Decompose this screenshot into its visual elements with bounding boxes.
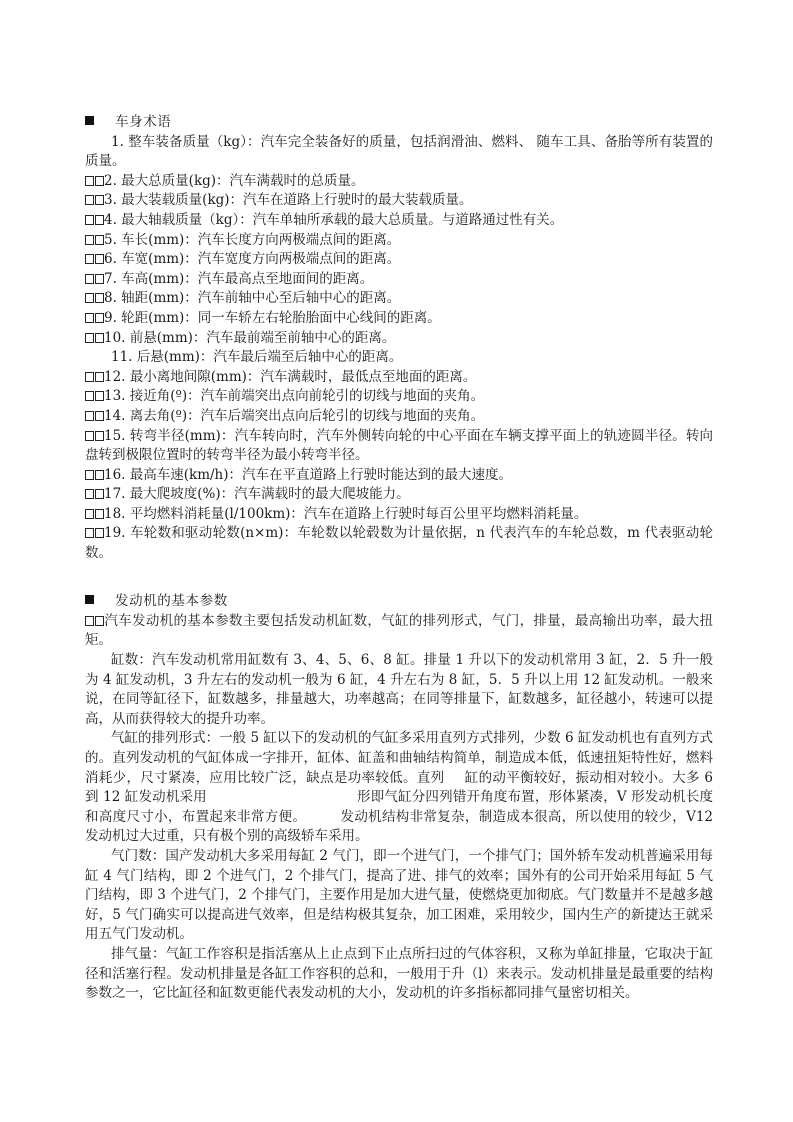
term-entry-text: 4. 最大轴载质量（kg）：汽车单轴所承载的最大总质量。与道路通过性有关。	[104, 211, 564, 228]
section-gap-small	[85, 583, 713, 592]
term-entry	[85, 309, 713, 329]
body-paragraph-text: 气缸的排列形式：一般 5 缸以下的发动机的气缸多采用直列方式排列，少数 6 缸发动机也有直列方式的。直列发动机的气缸体成一字排开，缸体、缸盖和曲轴结构简单，制造成本低，低速扭矩特性好，燃料消耗少，尺寸紧凑，应用比较广泛，缺点是功率较低。直列	[85, 730, 713, 786]
missing-glyph-box-icon	[95, 254, 104, 264]
missing-glyph-box-icon	[95, 411, 104, 421]
term-entry-text: 11. 后悬(mm)：汽车最后端至后轴中心的距离。	[111, 349, 403, 366]
missing-glyph-box-icon	[85, 391, 94, 401]
missing-glyph-box-icon	[95, 293, 104, 303]
term-entry-text: 15. 转弯半径(mm)：汽车转向时，汽车外侧转向轮的中心平面在车辆支撑平面上的轨迹圆半径。转向盘转到极限位置时的转弯半径为最小转弯半径。	[85, 427, 713, 464]
document-content	[85, 113, 718, 1004]
term-entry	[85, 466, 713, 486]
missing-glyph-box-icon	[95, 313, 104, 323]
term-entry-text: 16. 最高车速(km/h)：汽车在平直道路上行驶时能达到的最大速度。	[104, 466, 513, 483]
term-entry-text: 19. 车轮数和驱动轮数(n×m)：车轮数以轮毂数为计量依据，n 代表汽车的车轮总数，m 代表驱动轮数。	[85, 525, 713, 562]
body-paragraph-text: 缸的动平衡较好，振动相对较小。大多 6 到 12 缸发动机采用	[85, 769, 718, 806]
missing-glyph-box-icon	[95, 528, 104, 538]
term-entry	[85, 172, 713, 192]
section-heading-label: 车身术语	[115, 114, 172, 130]
missing-glyph-box-icon	[85, 528, 94, 538]
missing-glyph-box-icon	[95, 489, 104, 499]
body-paragraph-text: 排气量：气缸工作容积是指活塞从上止点到下止点所扫过的气体容积，又称为单缸排量，它取决于缸径和活塞行程。发动机排量是各缸工作容积的总和，一般用于升（l）来表示。发动机排量是最重要的结构参数之一，它比缸径和缸数更能代表发动机的大小，发动机的许多指标都同排气量密切相关。	[85, 945, 713, 1002]
section-heading-engine-params	[85, 592, 713, 612]
missing-glyph-box-icon	[85, 333, 94, 343]
term-entry	[85, 485, 713, 505]
term-entry-text: 10. 前悬(mm)：汽车最前端至前轴中心的距离。	[104, 329, 396, 346]
term-entry	[85, 348, 713, 368]
filled-square-bullet-icon	[85, 595, 94, 604]
term-entry-text: 13. 接近角(º)：汽车前端突出点向前轮引的切线与地面的夹角。	[104, 388, 485, 405]
term-entry-text: 17. 最大爬坡度(%)：汽车满载时的最大爬坡能力。	[104, 486, 410, 503]
missing-glyph-box-icon	[95, 372, 104, 382]
missing-glyph-box-icon	[85, 293, 94, 303]
term-entry	[85, 231, 713, 251]
body-paragraph-text: 发动机结构非常复杂，制造成本很高，所以使用的较少，V12 发动机过大过重，只有极个别的高级轿车采用。	[85, 808, 718, 845]
term-entry	[85, 250, 713, 270]
missing-glyph-box-icon	[85, 411, 94, 421]
missing-glyph-box-icon	[95, 616, 104, 626]
missing-glyph-box-icon	[85, 489, 94, 499]
missing-glyph-box-icon	[95, 235, 104, 245]
term-entry	[85, 270, 713, 290]
term-entry-text: 2. 最大总质量(kg)：汽车满载时的总质量。	[104, 172, 365, 189]
term-entry-text: 14. 离去角(º)：汽车后端突出点向后轮引的切线与地面的夹角。	[104, 407, 485, 424]
missing-glyph-box-icon	[85, 274, 94, 284]
missing-glyph-box-icon	[95, 509, 104, 519]
term-entry	[85, 289, 713, 309]
term-entry	[85, 407, 713, 427]
body-paragraph	[85, 651, 713, 729]
section-heading-body-terms	[85, 113, 713, 133]
term-entry	[85, 505, 713, 525]
body-paragraph	[85, 729, 718, 847]
term-entry-text: 1. 整车装备质量（kg）：汽车完全装备好的质量，包括润滑油、燃料、 随车工具、备胎等所有装置的质量。	[85, 133, 713, 170]
term-entry	[85, 387, 713, 407]
term-entry-text: 7. 车高(mm)：汽车最高点至地面间的距离。	[104, 270, 374, 287]
term-entry-text: 8. 轴距(mm)：汽车前轴中心至后轴中心的距离。	[104, 290, 401, 307]
term-entry	[85, 133, 713, 172]
body-paragraph	[85, 847, 713, 945]
missing-glyph-box-icon	[95, 470, 104, 480]
body-paragraph-text: 气门数：国产发动机大多采用每缸 2 气门，即一个进气门，一个排气门；国外轿车发动机普遍采用每缸 4 气门结构，即 2 个进气门，2 个排气门，提高了进、排气的效率；国外有的公司开始采用每缸 5 气门结构，即 3 个进气门，2 个排气门，主要作用是加大进气量，使燃烧更加彻底。气门数量并不是越多越好，5 气门确实可以提高进气效率，但是结构极其复杂，加工困难，采用较少，国内生产的新捷达王就采用五气门发动机。	[85, 847, 713, 943]
missing-glyph-box-icon	[85, 616, 94, 626]
missing-glyph-box-icon	[85, 215, 94, 225]
missing-glyph-box-icon	[85, 254, 94, 264]
term-entry	[85, 211, 713, 231]
term-entry	[85, 524, 713, 563]
term-entry-text: 12. 最小离地间隙(mm)：汽车满载时，最低点至地面的距离。	[104, 368, 477, 385]
missing-glyph-box-icon	[85, 235, 94, 245]
section-heading-label: 发动机的基本参数	[115, 593, 228, 610]
term-entry	[85, 368, 713, 388]
term-entry-text: 6. 车宽(mm)：汽车宽度方向两极端点间的距离。	[104, 251, 401, 268]
engine-intro-text: 汽车发动机的基本参数主要包括发动机缸数，气缸的排列形式，气门，排量，最高输出功率，最大扭矩。	[85, 612, 713, 649]
missing-glyph-box-icon	[85, 509, 94, 519]
missing-glyph-box-icon	[95, 195, 104, 205]
filled-square-bullet-icon	[85, 116, 94, 125]
missing-glyph-box-icon	[95, 333, 104, 343]
missing-glyph-box-icon	[95, 274, 104, 284]
missing-glyph-box-icon	[95, 431, 104, 441]
body-paragraph	[85, 945, 713, 1004]
term-entry	[85, 329, 713, 349]
missing-glyph-box-icon	[85, 195, 94, 205]
missing-glyph-box-icon	[95, 215, 104, 225]
body-paragraph-text: 缸数：汽车发动机常用缸数有 3、4、5、6、8 缸。排量 1 升以下的发动机常用 3 缸，2．5 升一般为 4 缸发动机，3 升左右的发动机一般为 6 缸，4 升左右为 8 缸，5．5 升以上用 12 缸发动机。一般来说，在同等缸径下，缸数越多，排量越大，功率越高；在同等排量下，缸数越多，缸径越小，转速可以提高，从而获得较大的提升功率。	[85, 652, 713, 727]
missing-glyph-box-icon	[85, 176, 94, 186]
engine-intro-paragraph	[85, 612, 713, 651]
section-gap	[85, 564, 713, 584]
body-paragraph-text: 形即气缸分四列错开角度布置，形体紧凑，V 形发动机长度和高度尺寸小，布置起来非常方便。	[85, 789, 713, 825]
term-entry-text: 5. 车长(mm)：汽车长度方向两极端点间的距离。	[104, 231, 401, 248]
term-entry-text: 9. 轮距(mm)：同一车轿左右轮胎胎面中心线间的距离。	[104, 309, 441, 326]
missing-glyph-box-icon	[85, 431, 94, 441]
missing-glyph-box-icon	[85, 470, 94, 480]
missing-glyph-box-icon	[95, 391, 104, 401]
missing-glyph-box-icon	[85, 372, 94, 382]
term-entry	[85, 427, 713, 466]
term-entry	[85, 191, 713, 211]
missing-glyph-box-icon	[95, 176, 104, 186]
missing-glyph-box-icon	[85, 313, 94, 323]
term-entry-text: 18. 平均燃料消耗量(l/100km)：汽车在道路上行驶时每百公里平均燃料消耗量。	[104, 505, 588, 522]
term-entry-text: 3. 最大装载质量(kg)：汽车在道路上行驶时的最大装载质量。	[104, 192, 473, 209]
